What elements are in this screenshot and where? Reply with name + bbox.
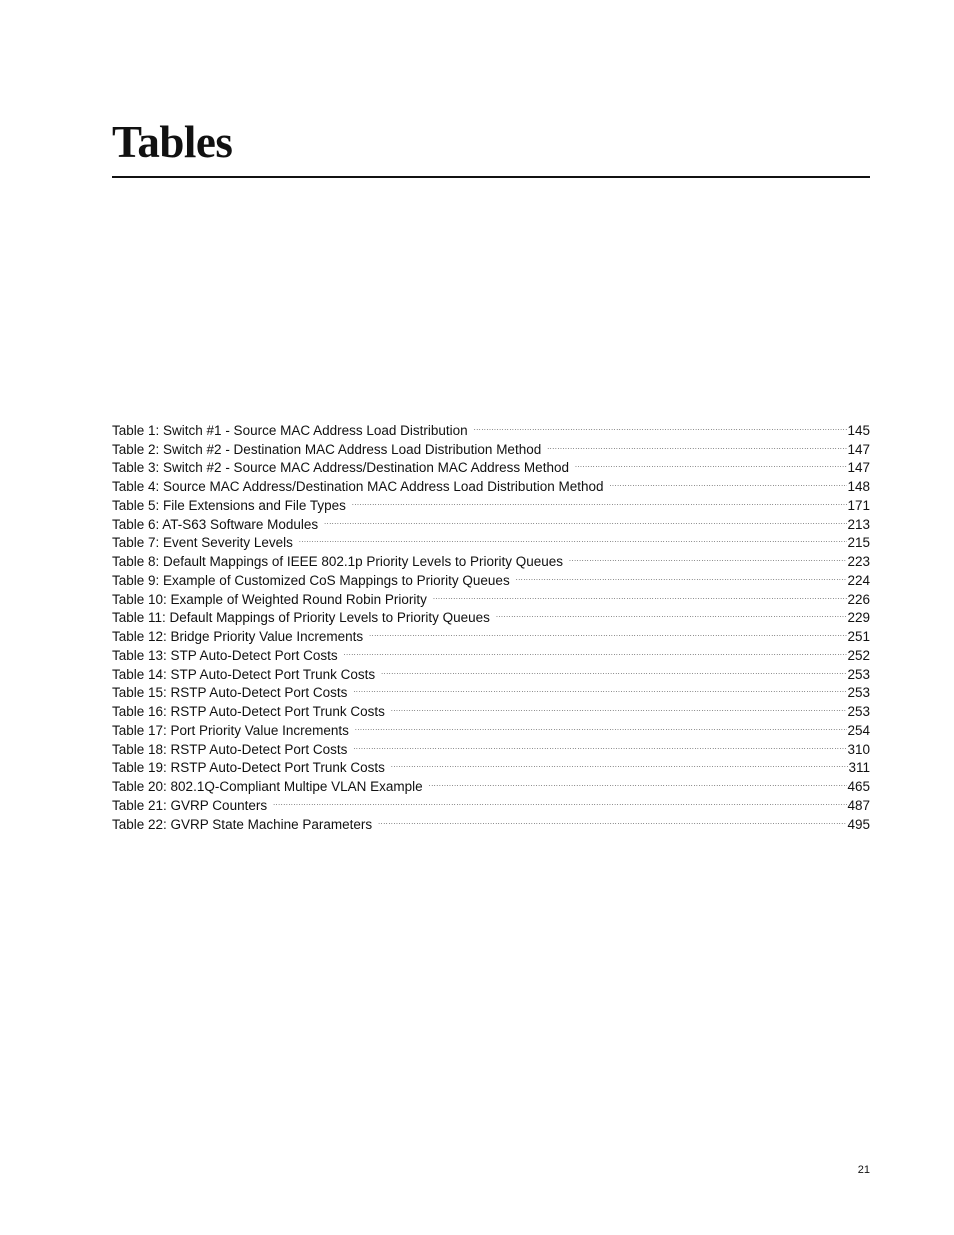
toc-entry-label: Table 3: Switch #2 - Source MAC Address/Destination MAC Address Method	[112, 460, 569, 476]
toc-entry-page: 147	[847, 460, 870, 476]
dot-leader	[369, 622, 847, 641]
dot-leader	[355, 716, 848, 735]
toc-entry-label: Table 12: Bridge Priority Value Increments	[112, 629, 364, 644]
toc-entry-page: 253	[847, 685, 870, 701]
dot-leader	[391, 697, 848, 716]
toc-entry-label: Table 22: GVRP State Machine Parameters	[112, 816, 373, 832]
toc-entry-page: 311	[848, 760, 870, 776]
dot-leader	[516, 566, 848, 585]
toc-entry-page: 251	[847, 629, 870, 644]
page-title: Tables	[112, 117, 233, 167]
title-rule	[112, 176, 870, 178]
toc-entry-label: Table 5: File Extensions and File Types	[112, 497, 346, 513]
dot-leader	[273, 791, 847, 810]
toc-entry-label: Table 6: AT-S63 Software Modules	[112, 516, 319, 532]
dot-leader	[324, 510, 847, 529]
dot-leader	[353, 679, 847, 698]
toc-entry-page: 487	[847, 797, 870, 813]
dot-leader	[352, 491, 848, 510]
toc-entry-page: 253	[847, 704, 870, 719]
toc-entry-label: Table 4: Source MAC Address/Destination MAC Address Load Distribution Method	[112, 479, 604, 494]
toc-entry[interactable]	[112, 416, 870, 438]
dot-leader	[575, 454, 848, 473]
toc-entry-page: 213	[847, 516, 870, 532]
dot-leader	[547, 435, 847, 454]
toc-entry-label: Table 14: STP Auto-Detect Port Trunk Costs	[112, 666, 376, 682]
dot-leader	[496, 604, 848, 623]
page-number: 21	[857, 1164, 870, 1176]
toc-entry-label: Table 10: Example of Weighted Round Robin Priority	[112, 591, 427, 607]
toc-entry-label: Table 9: Example of Customized CoS Mappings to Priority Queues	[112, 572, 510, 588]
toc-entry-label: Table 17: Port Priority Value Increments	[112, 722, 349, 738]
dot-leader	[429, 772, 848, 791]
toc-entry-page: 226	[847, 591, 870, 607]
dot-leader	[610, 472, 848, 491]
toc-entry-label: Table 7: Event Severity Levels	[112, 535, 293, 551]
dot-leader	[378, 810, 847, 829]
toc-entry-label: Table 11: Default Mappings of Priority Levels to Priority Queues	[112, 610, 490, 626]
dot-leader	[391, 754, 849, 773]
toc-entry-page: 465	[847, 779, 870, 794]
toc-entry-label: Table 20: 802.1Q-Compliant Multipe VLAN Example	[112, 779, 423, 794]
toc-entry-label: Table 18: RSTP Auto-Detect Port Costs	[112, 741, 348, 757]
toc-entry-page: 223	[847, 554, 870, 569]
dot-leader	[353, 735, 847, 754]
toc-entry-page: 229	[847, 610, 870, 626]
toc-entry-label: Table 21: GVRP Counters	[112, 797, 268, 813]
toc-entry-page: 148	[847, 479, 870, 494]
dot-leader	[433, 585, 848, 604]
toc-entry-label: Table 16: RSTP Auto-Detect Port Trunk Costs	[112, 704, 385, 719]
toc-entry-label: Table 1: Switch #1 - Source MAC Address Load Distribution	[112, 422, 468, 438]
toc-entry-label: Table 8: Default Mappings of IEEE 802.1p Priority Levels to Priority Queues	[112, 554, 563, 569]
toc-entry-page: 253	[847, 666, 870, 682]
toc-entry-page: 145	[847, 422, 870, 438]
toc-entry-page: 147	[847, 441, 870, 457]
toc-entry-label: Table 13: STP Auto-Detect Port Costs	[112, 647, 338, 663]
toc-entry-page: 254	[847, 722, 870, 738]
dot-leader	[299, 529, 848, 548]
dot-leader	[569, 547, 847, 566]
toc-entry-page: 495	[847, 816, 870, 832]
toc-entry-page: 252	[847, 647, 870, 663]
toc-entry-page: 215	[847, 535, 870, 551]
toc-entry-page: 224	[847, 572, 870, 588]
toc-entry-label: Table 2: Switch #2 - Destination MAC Address Load Distribution Method	[112, 441, 542, 457]
dot-leader	[344, 641, 848, 660]
table-of-tables	[112, 416, 870, 832]
dot-leader	[381, 660, 847, 679]
toc-entry-page: 310	[847, 741, 870, 757]
toc-entry-label: Table 19: RSTP Auto-Detect Port Trunk Costs	[112, 760, 385, 776]
toc-entry-page: 171	[847, 497, 870, 513]
toc-entry-label: Table 15: RSTP Auto-Detect Port Costs	[112, 685, 348, 701]
dot-leader	[474, 416, 848, 435]
